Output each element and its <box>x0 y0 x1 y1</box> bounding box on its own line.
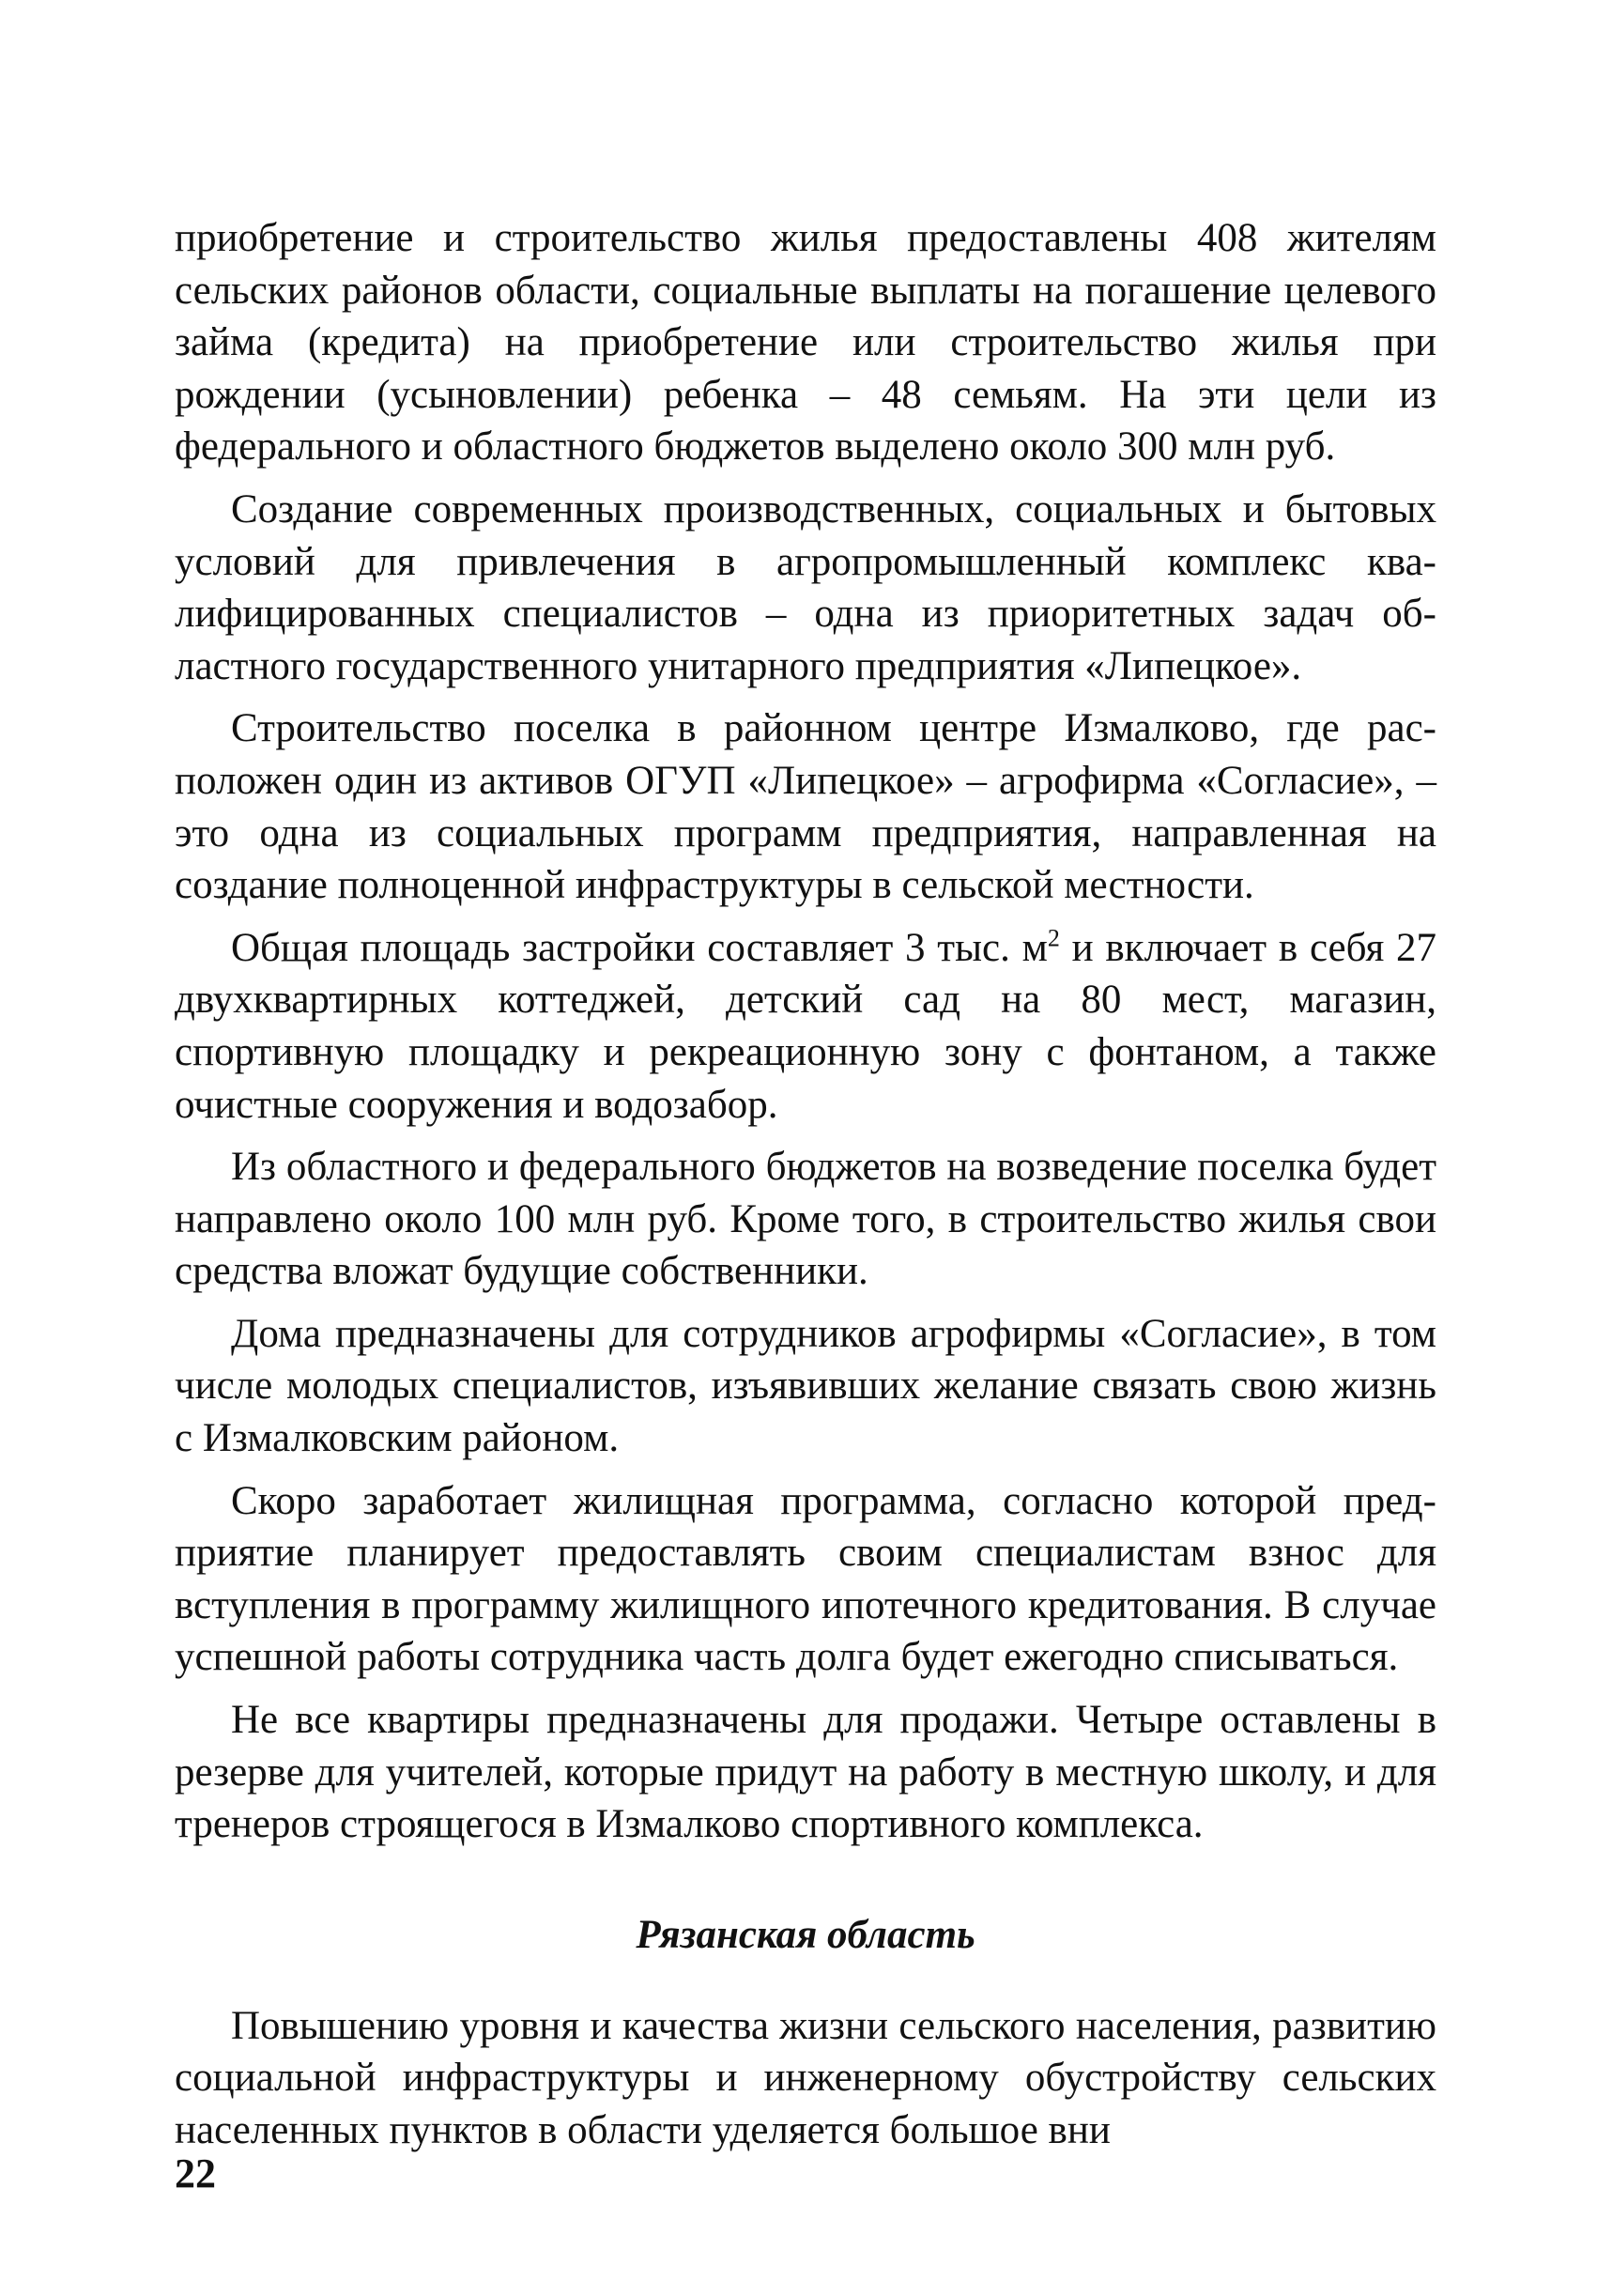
paragraph-agro-specialists: Создание современных производственных, социальных и бытовых условий для привлечения в агропромышленный комплекс квалифицированных специалистов – одна из приоритетных задач областного государственного унитарного предприятия «Липецкое». <box>175 486 1436 688</box>
paragraph-budget-funding: Из областного и федерального бюджетов на возведение поселка будет направлено около 100 млн руб. Кроме того, в строительство жилья свои средства вложат будущие собственники. <box>175 1145 1436 1294</box>
area-superscript: 2 <box>1047 924 1060 952</box>
paragraph-housing-payments: приобретение и строительство жилья предоставлены 408 жителям сельских районов области, социальные выплаты на погашение целевого займа (кредита) на приобретение или строительство жилья при рождении (усыновлении) ребенка – 48 семьям. На эти цели из федерального и областного бюджетов выделено около 300 млн руб. <box>175 216 1436 470</box>
paragraph-izmalkovo-settlement: Строительство поселка в районном центре Измалково, где расположен один из активов ОГУП «Липецкое» – агрофирма «Согласие», – это одна из социальных программ предприятия, направленная на создание полноценной инфраструктуры в сельской местности. <box>175 706 1436 908</box>
paragraph-ryazan-intro: Повышению уровня и качества жизни сельского населения, развитию социальной инфраструктуры и инженерному обустройству сельских населенных пунктов в области уделяется большое вни <box>175 2003 1436 2152</box>
paragraph-reserved-apartments: Не все квартиры предназначены для продажи. Четыре оставлены в резерве для учителей, которые придут на работу в местную школу, и для тренеров строящегося в Измалково спортивного комплекса. <box>175 1698 1436 1847</box>
paragraph-housing-program: Скоро заработает жилищная программа, согласно которой предприятие планирует предоставлять своим специалистам взнос для вступления в программу жилищного ипотечного кредитования. В случае успешной работы сотрудника часть долга будет ежегодно списываться. <box>175 1478 1436 1680</box>
page-body <box>175 212 1436 2157</box>
paragraph-houses-purpose: Дома предназначены для сотрудников агрофирмы «Согласие», в том числе молодых специалистов, изъявивших желание связать свою жизнь с Измалковским районом. <box>175 1311 1436 1461</box>
page-number: 22 <box>175 2150 216 2196</box>
area-text-after: и включает в себя 27 двухквартирных коттеджей, детский сад на 80 мест, магазин, спортивную площадку и рекреационную зону с фонтаном, а также очистные сооружения и водозабор. <box>175 925 1436 1127</box>
area-text-before: Общая площадь застройки составляет 3 тыс. м <box>231 925 1048 970</box>
paragraph-building-area <box>175 922 1436 1131</box>
section-heading-ryazan: Рязанская область <box>636 1912 975 1957</box>
